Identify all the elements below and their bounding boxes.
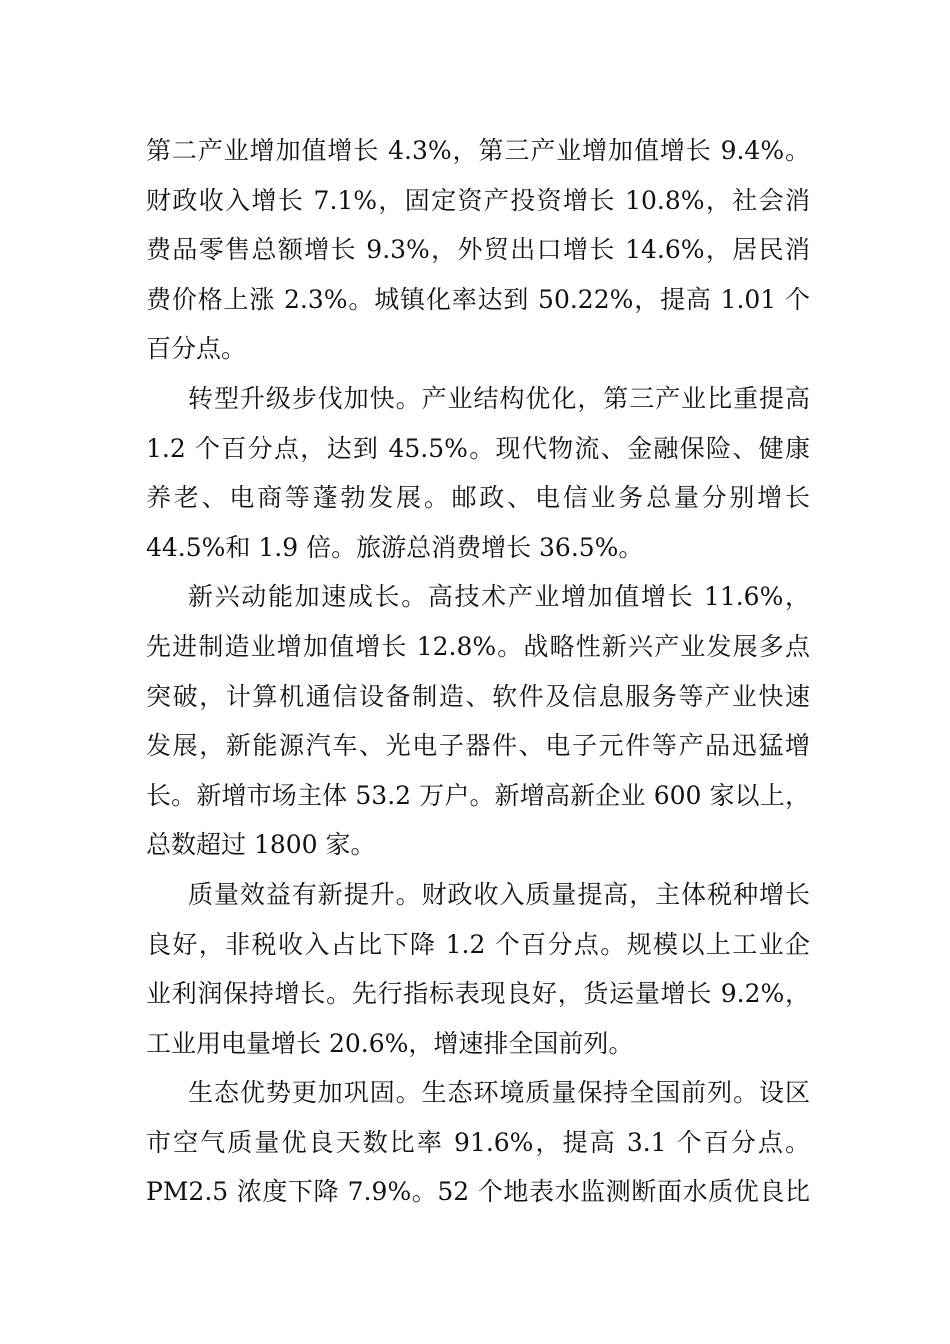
- paragraph-first-line: 质量效益有新提升。财政收入质量提高，主体税种增长: [188, 879, 810, 909]
- paragraph-first-line: 转型升级步伐加快。产业结构优化，第三产业比重提高: [188, 383, 810, 413]
- text-line: 费品零售总额增长 9.3%，外贸出口增长 14.6%，居民消: [146, 235, 810, 265]
- text-line: 业利润保持增长。先行指标表现良好，货运量增长 9.2%，: [146, 979, 810, 1009]
- text-line: 长。新增市场主体 53.2 万户。新增高新企业 600 家以上，: [146, 780, 810, 810]
- text-line: 总数超过 1800 家。: [146, 830, 376, 860]
- text-line: 突破，计算机通信设备制造、软件及信息服务等产业快速: [146, 681, 810, 711]
- text-line: 1.2 个百分点，达到 45.5%。现代物流、金融保险、健康: [146, 433, 810, 463]
- text-line: 百分点。: [146, 334, 247, 364]
- text-line: 良好，非税收入占比下降 1.2 个百分点。规模以上工业企: [146, 929, 810, 959]
- text-line: 先进制造业增加值增长 12.8%。战略性新兴产业发展多点: [146, 631, 810, 661]
- text-line: PM2.5 浓度下降 7.9%。52 个地表水监测断面水质优良比: [146, 1177, 810, 1207]
- text-line: 费价格上涨 2.3%。城镇化率达到 50.22%，提高 1.01 个: [146, 284, 810, 314]
- text-line: 工业用电量增长 20.6%，增速排全国前列。: [146, 1028, 634, 1058]
- text-line: 市空气质量优良天数比率 91.6%，提高 3.1 个百分点。: [146, 1127, 810, 1157]
- paragraph-first-line: 新兴动能加速成长。高技术产业增加值增长 11.6%，: [188, 582, 810, 612]
- text-line: 第二产业增加值增长 4.3%，第三产业增加值增长 9.4%。: [146, 136, 810, 165]
- paragraph-first-line: 生态优势更加巩固。生态环境质量保持全国前列。设区: [188, 1078, 810, 1108]
- text-line: 财政收入增长 7.1%，固定资产投资增长 10.8%，社会消: [146, 185, 810, 215]
- text-line: 养老、电商等蓬勃发展。邮政、电信业务总量分别增长: [146, 483, 810, 513]
- body-text: [146, 126, 810, 1217]
- text-line: 44.5%和 1.9 倍。旅游总消费增长 36.5%。: [146, 532, 644, 562]
- text-line: 发展，新能源汽车、光电子器件、电子元件等产品迅猛增: [146, 731, 810, 761]
